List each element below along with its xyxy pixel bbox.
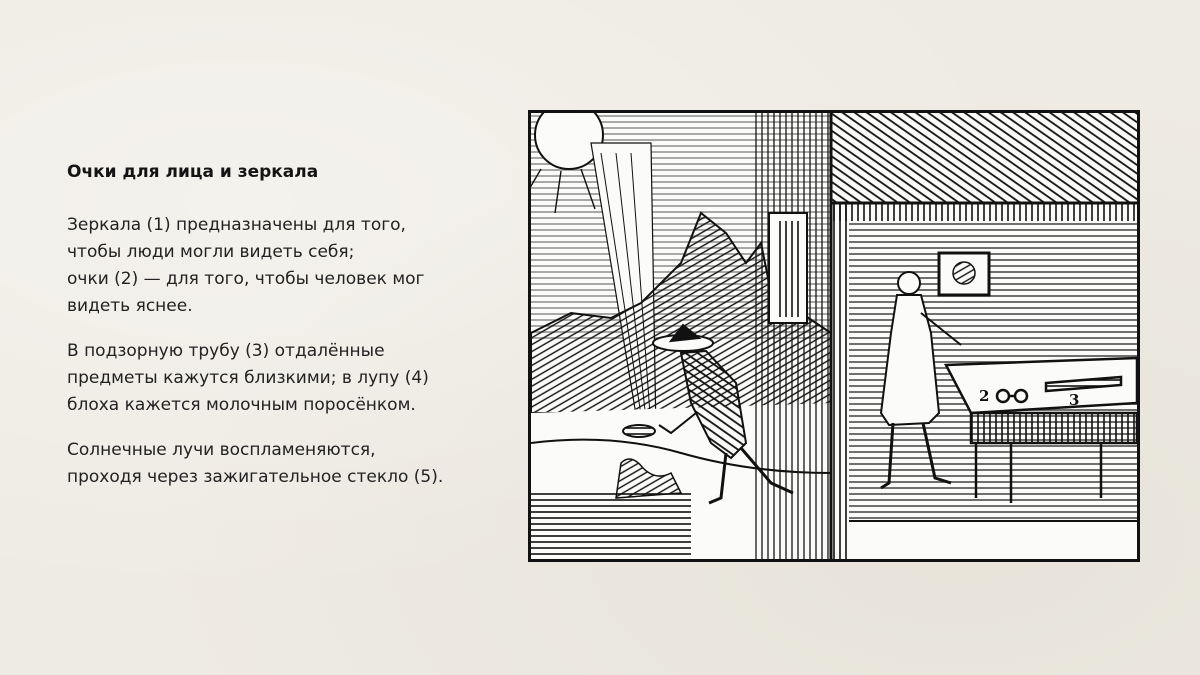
mirror-icon <box>939 253 989 295</box>
woodcut-illustration <box>528 110 1140 562</box>
paragraph-burning-glass: Солнечные лучи воспламеняются, проходя через зажигательное стекло (5). <box>67 440 444 487</box>
indoor-scene <box>831 113 1137 559</box>
outdoor-scene <box>531 113 831 559</box>
illustration-number-2: 2 <box>979 387 990 405</box>
illustration-number-3: 3 <box>1069 391 1080 409</box>
text-column <box>67 160 507 509</box>
paragraph-mirrors: Зеркала (1) предназначены для того, чтобы люди могли видеть себя; очки (2) — для того, чтобы человек мог видеть яснее. <box>67 215 425 316</box>
slide-title: Очки для лица и зеркала <box>67 162 319 182</box>
paragraph-telescope: В подзорную трубу (3) отдалённые предметы кажутся близкими; в лупу (4) блоха кажется молочным поросёнком. <box>67 341 429 415</box>
